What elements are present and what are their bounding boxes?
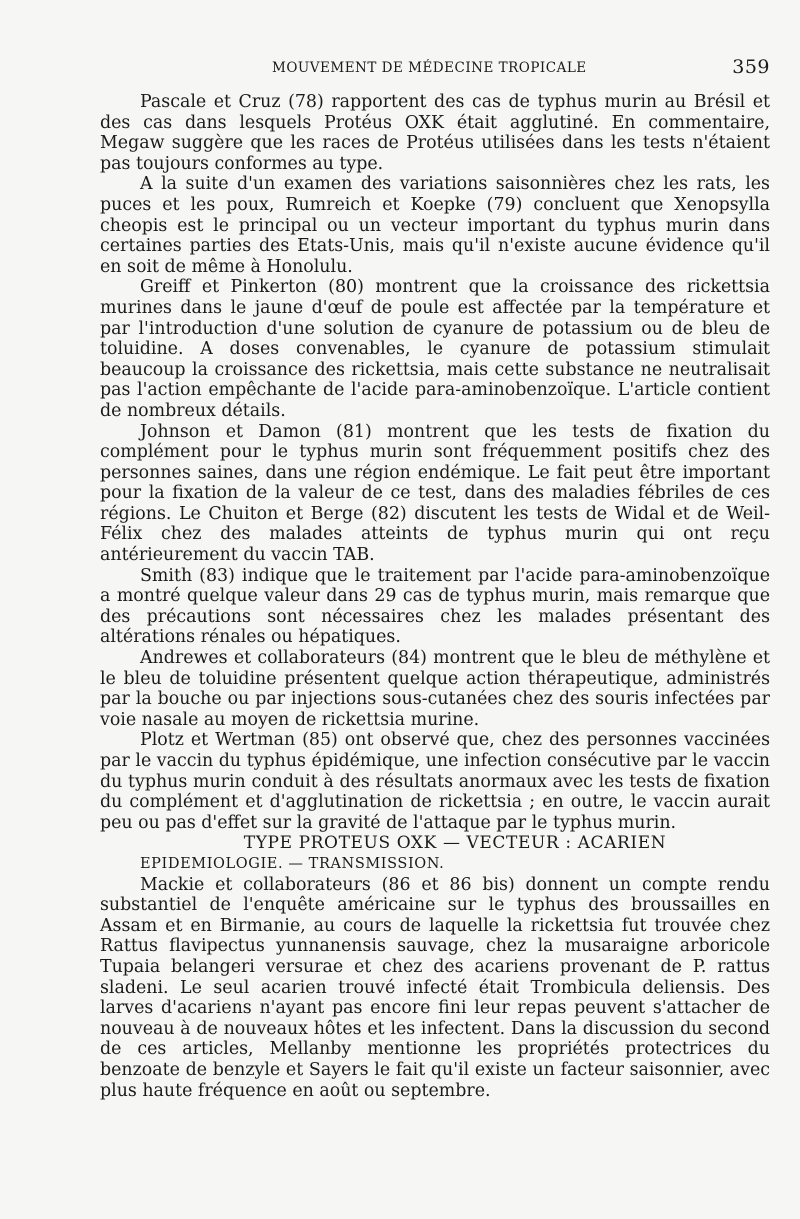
- subsection-title: EPIDEMIOLOGIE. — TRANSMISSION.: [140, 855, 445, 872]
- paragraph: Mackie et collaborateurs (86 et 86 bis) donnent un compte rendu substantiel de l'enquête américaine sur le typhus des broussailles en Assam et en Birmanie, au cours de laquelle la rickettsia fut trouvée chez Rattus flavipectus yunnanensis sauvage, chez la musaraigne arboricole Tupaia belangeri versurae et chez des acariens provenant de P. rattus sladeni. Le seul acarien trouvé infecté était Trombicula deliensis. Des larves d'acariens n'ayant pas encore fini leur repas peuvent s'attacher de nouveau à de nouveaux hôtes et les infectent. Dans la discussion du second de ces articles, Mellanby mentionne les propriétés protectrices du benzoate de benzyle et Sayers le fait qu'il existe un facteur saisonnier, avec plus haute fréquence en août ou septembre.: [100, 874, 770, 1101]
- paragraph: Smith (83) indique que le traitement par l'acide para-aminobenzoïque a montré quelque valeur dans 29 cas de typhus murin, mais remarque que des précautions sont nécessaires chez les malades présentant des altérations rénales ou hépatiques.: [100, 565, 770, 648]
- body-text: [100, 92, 770, 1101]
- paragraph: A la suite d'un examen des variations saisonnières chez les rats, les puces et les poux, Rumreich et Koepke (79) concluent que Xenopsylla cheopis est le principal ou un vecteur important du typhus murin dans certaines parties des Etats-Unis, mais qu'il n'existe aucune évidence qu'il en soit de même à Honolulu.: [100, 174, 770, 277]
- paragraph: Greiff et Pinkerton (80) montrent que la croissance des rickettsia murines dans le jaune d'œuf de poule est affectée par la température et par l'introduction d'une solution de cyanure de potassium ou de bleu de toluidine. A doses convenables, le cyanure de potassium stimulait beaucoup la croissance des rickettsia, mais cette substance ne neutralisait pas l'action empêchante de l'acide para-aminobenzoïque. L'article contient de nombreux détails.: [100, 277, 770, 421]
- paragraph: Pascale et Cruz (78) rapportent des cas de typhus murin au Brésil et des cas dans lesquels Protéus OXK était agglutiné. En commentaire, Megaw suggère que les races de Protéus utilisées dans les tests n'étaient pas toujours conformes au type.: [100, 92, 770, 174]
- section-title: TYPE PROTEUS OXK — VECTEUR : ACARIEN: [243, 833, 667, 854]
- paragraph: Johnson et Damon (81) montrent que les tests de fixation du complément pour le typhus murin sont fréquemment positifs chez des personnes saines, dans une région endémique. Le fait peut être important pour la fixation de la valeur de ce test, dans des maladies fébriles de ces régions. Le Chuiton et Berge (82) discutent les tests de Widal et de Weil-Félix chez des malades atteints de typhus murin qui ont reçu antérieurement du vaccin TAB.: [100, 421, 770, 566]
- page-number: 359: [732, 56, 770, 78]
- paragraph: Plotz et Wertman (85) ont observé que, chez des personnes vaccinées par le vaccin du typhus épidémique, une infection consécutive par le vaccin du typhus murin conduit à des résultats anormaux avec les tests de fixation du complément et d'agglutination de rickettsia ; en outre, le vaccin aurait peu ou pas d'effet sur la gravité de l'attaque par le typhus murin.: [100, 730, 770, 833]
- paragraph: Andrewes et collaborateurs (84) montrent que le bleu de méthylène et le bleu de toluidine présentent quelque action thérapeutique, administrés par la bouche ou par injections sous-cutanées chez des souris infectées par voie nasale au moyen de rickettsia murine.: [100, 648, 770, 730]
- header-title: MOUVEMENT DE MÉDECINE TROPICALE: [272, 60, 587, 76]
